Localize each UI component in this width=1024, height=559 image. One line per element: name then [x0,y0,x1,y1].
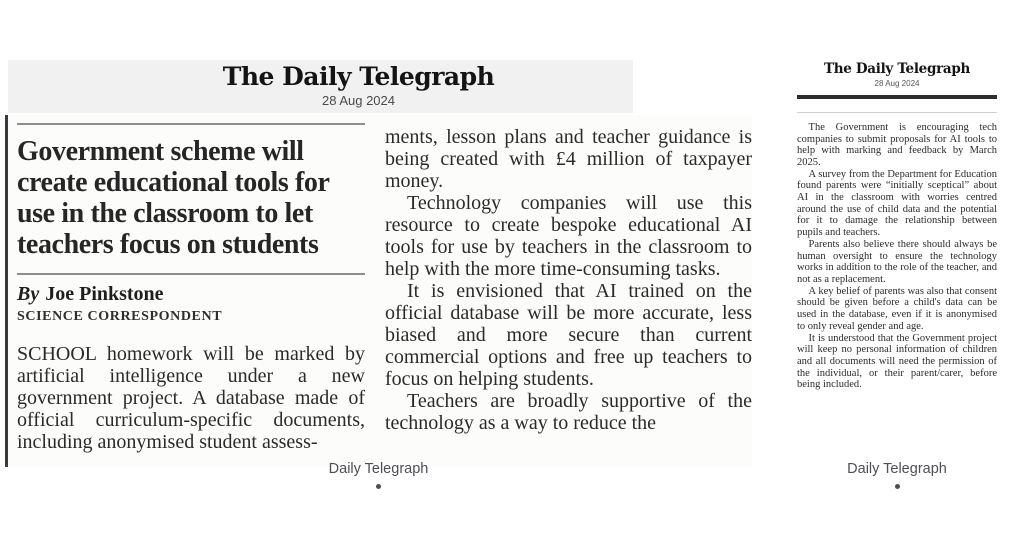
paragraph: Technology companies will use this resource to create bespoke educational AI tools for use by teachers in the classroom to help with the more time-consuming tasks. [385,192,752,280]
paragraph: A survey from the Department for Education found parents were “initially sceptical” about AI in the classroom with worries centred around the use of child data and the potential for it to damage the relationship between pupils and teachers. [797,168,997,239]
paragraph: Teachers are broadly supportive of the technology as a way to reduce the [385,390,752,434]
byline-prefix: By [17,283,40,305]
masthead-thick-rule [797,95,997,99]
paragraph: A key belief of parents was also that consent should be given before a child's data can be used in the database, even if it is anonymised to only reveal gender and age. [797,285,997,332]
source-label: Daily Telegraph [328,461,429,477]
newspaper-title: The Daily Telegraph [222,62,495,91]
paragraph: It is envisioned that AI trained on the official database will be more accurate, less biased and more secure than current commercial options and free up teachers to focus on helping students. [385,280,752,390]
paragraph: It is understood that the Government project will keep no personal information of children and all documents will need the permission of the individual, or their parent/carer, before being included. [797,332,997,391]
right-masthead [797,62,997,88]
paragraph: The Government is encouraging tech companies to submit proposals for AI tools to help with marking and feedback by March 2025. [797,121,997,168]
column-1-text [17,343,365,453]
source-label: Daily Telegraph [847,461,947,477]
headline-top-rule [17,123,365,125]
left-source-caption [5,461,752,489]
article-body [5,115,752,467]
carousel-dot[interactable] [376,484,381,489]
right-source-caption [797,461,997,489]
right-article-text [797,122,997,391]
byline-author: Joe Pinkstone [45,283,164,305]
article-column-2 [385,123,752,453]
newspaper-title: The Daily Telegraph [823,61,971,77]
article-column-1 [17,123,365,453]
paragraph: Parents also believe there should always be human oversight to ensure the technology works in addition to the role of the teacher, and not as a replacement. [797,238,997,285]
paragraph: SCHOOL homework will be marked by artificial intelligence under a new government project. A database made of official curriculum-specific documents, including anonymised student assess- [17,343,365,453]
left-masthead [8,60,633,113]
article-headline: Government scheme will create educational tools for use in the classroom to let teachers focus on students [17,136,330,260]
issue-date: 28 Aug 2024 [874,78,920,88]
byline-role: SCIENCE CORRESPONDENT [17,309,223,324]
paragraph: ments, lesson plans and teacher guidance is being created with £4 million of taxpayer money. [385,126,752,192]
masthead-thin-rule [797,112,997,113]
byline [17,283,365,306]
issue-date: 28 Aug 2024 [321,93,396,109]
right-newspaper-clipping [797,62,997,391]
left-newspaper-clipping [5,60,752,467]
carousel-dot[interactable] [895,484,900,489]
byline-top-rule [17,273,365,275]
